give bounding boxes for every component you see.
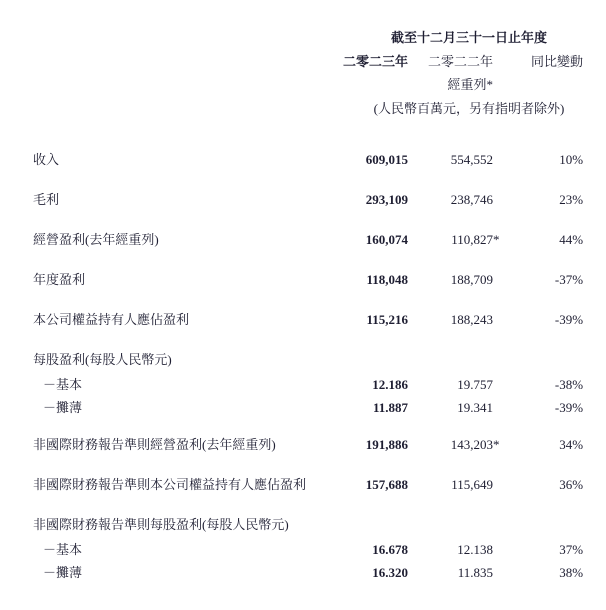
table-row-eps-basic — [33, 368, 583, 393]
value-yoy: 34% — [559, 437, 584, 453]
value-2023: 609,015 — [365, 152, 408, 168]
row-label: －基本 — [43, 377, 83, 393]
value-yoy: 38% — [559, 565, 584, 581]
header-row-period — [33, 0, 583, 46]
value-2022: 554,552 — [450, 152, 493, 168]
unit-note: (人民幣百萬元，另有指明者除外) — [373, 101, 565, 117]
value-yoy: 37% — [559, 542, 584, 558]
restated-note: 經重列* — [447, 77, 493, 93]
value-2023: 12.186 — [372, 377, 408, 393]
row-label: 本公司權益持有人應佔盈利 — [33, 312, 190, 328]
table-row-eps-diluted — [33, 393, 583, 416]
row-label: －基本 — [43, 542, 83, 558]
value-yoy: 36% — [559, 477, 584, 493]
table-row-gross-profit — [33, 168, 583, 208]
row-label: －攤薄 — [43, 400, 83, 416]
section-label: 非國際財務報告準則每股盈利(每股人民幣元) — [33, 517, 289, 533]
row-label: 非國際財務報告準則經營盈利(去年經重列) — [33, 437, 276, 453]
period-title: 截至十二月三十一日止年度 — [391, 30, 548, 46]
row-label: 年度盈利 — [33, 272, 86, 288]
value-2023: 160,074 — [365, 232, 408, 248]
financial-results-table — [33, 0, 583, 581]
table-row-nonifrs-eps-diluted — [33, 558, 583, 581]
header-row-unit — [33, 93, 583, 117]
value-yoy: -39% — [554, 312, 584, 328]
table-section-eps — [33, 328, 583, 368]
value-2022: 19.341 — [457, 400, 493, 416]
row-label: 經營盈利(去年經重列) — [33, 232, 159, 248]
value-yoy: -38% — [554, 377, 584, 393]
table-row-nonifrs-profit-attributable — [33, 453, 583, 493]
value-2023: 11.887 — [372, 400, 408, 416]
table-row-revenue — [33, 117, 583, 168]
header-row-years — [33, 46, 583, 70]
value-2022: 188,709 — [450, 272, 493, 288]
table-row-nonifrs-operating-profit — [33, 416, 583, 453]
row-label: －攤薄 — [43, 565, 83, 581]
column-header-2023: 二零二三年 — [342, 54, 408, 70]
table-row-operating-profit — [33, 208, 583, 248]
value-2022: 11.835 — [457, 565, 493, 581]
value-2022: 143,203* — [450, 437, 500, 453]
value-2023: 157,688 — [365, 477, 408, 493]
table-section-nonifrs-eps — [33, 493, 583, 533]
header-row-restated — [33, 70, 583, 93]
value-yoy: 23% — [559, 192, 584, 208]
value-2022: 115,649 — [451, 477, 493, 493]
value-2022: 12.138 — [457, 542, 493, 558]
value-2023: 115,216 — [366, 312, 408, 328]
row-label: 非國際財務報告準則本公司權益持有人應佔盈利 — [33, 477, 307, 493]
value-2023: 16.678 — [372, 542, 408, 558]
value-2022: 19.757 — [457, 377, 493, 393]
row-label: 收入 — [33, 152, 60, 168]
value-yoy: 44% — [559, 232, 584, 248]
value-2023: 191,886 — [365, 437, 408, 453]
table-row-profit-for-year — [33, 248, 583, 288]
table-row-nonifrs-eps-basic — [33, 533, 583, 558]
value-2023: 16.320 — [372, 565, 408, 581]
section-label: 每股盈利(每股人民幣元) — [33, 352, 172, 368]
value-yoy: -39% — [554, 400, 584, 416]
column-header-yoy: 同比變動 — [531, 54, 584, 70]
value-yoy: -37% — [554, 272, 584, 288]
value-2023: 293,109 — [365, 192, 408, 208]
value-2023: 118,048 — [366, 272, 408, 288]
value-2022: 188,243 — [450, 312, 493, 328]
column-header-2022: 二零二二年 — [427, 54, 493, 70]
table-row-profit-attributable — [33, 288, 583, 328]
value-yoy: 10% — [559, 152, 584, 168]
row-label: 毛利 — [33, 192, 60, 208]
value-2022: 110,827* — [451, 232, 500, 248]
value-2022: 238,746 — [450, 192, 493, 208]
